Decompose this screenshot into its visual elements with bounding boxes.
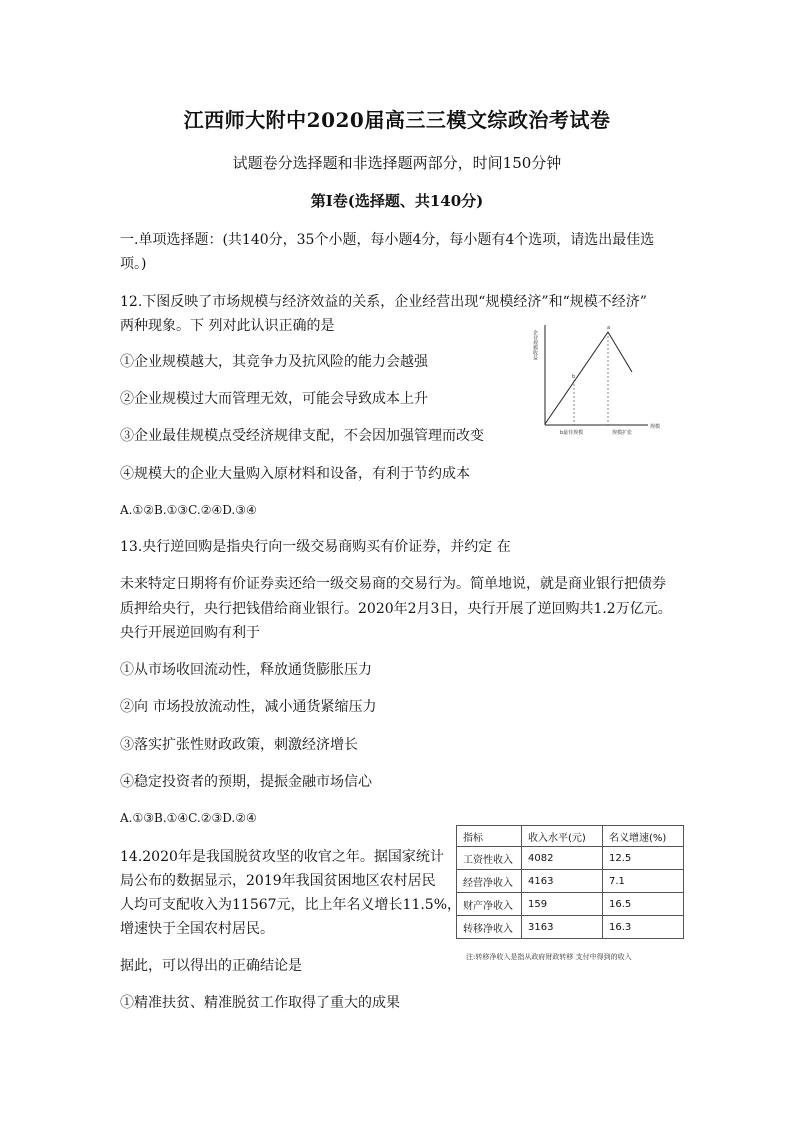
q13-stem-line-3: 质押给央行，央行把钱借给商业银行。2020年2月3日，央行开展了逆回购共1.2万亿元。 — [120, 601, 672, 617]
q14-stem-line-1: 14.2020年是我国脱贫攻坚的收官之年。据国家统计 — [120, 849, 444, 865]
chart-x-tick-1: b最佳规模 — [560, 430, 584, 436]
instructions-line-1: 一.单项选择题：(共140分，35个小题，每小题4分，每小题有4个选项，请选出最佳选 — [120, 232, 655, 248]
table-cell: 转移净收入 — [457, 916, 522, 939]
table-header-cell: 指标 — [457, 826, 522, 847]
table-cell: 工资性收入 — [457, 847, 522, 870]
table-cell: 159 — [522, 893, 603, 916]
q14-stem-line-4: 增速快于全国农村居民。 — [120, 921, 274, 937]
table-row — [457, 893, 684, 916]
q13-options: A.①③B.①④C.②③D.②④ — [120, 811, 257, 825]
table-header-cell: 收入水平(元) — [522, 826, 603, 847]
income-table — [456, 825, 684, 939]
q12-item-4: ④规模大的企业大量购入原材料和设备，有利于节约成本 — [120, 466, 470, 482]
q13-item-2: ②向 市场投放流动性，减小通货紧缩压力 — [120, 699, 377, 715]
chart-curve — [545, 332, 632, 424]
table-cell: 3163 — [522, 916, 603, 939]
chart-y-label: 企业规模收益 — [532, 330, 538, 360]
q12-item-1: ①企业规模越大，其竞争力及抗风险的能力会越强 — [120, 354, 428, 370]
table-header-row — [457, 826, 684, 847]
q12-options: A.①②B.①③C.②④D.③④ — [120, 503, 257, 517]
scale-economy-chart — [530, 320, 670, 440]
table-cell: 4163 — [522, 870, 603, 893]
q13-stem-line-2: 未来特定日期将有价证券卖还给一级交易商的交易行为。简单地说，就是商业银行把债券 — [120, 576, 666, 592]
chart-x-tick-2: 规模扩张 — [612, 430, 633, 436]
table-cell: 12.5 — [603, 847, 684, 870]
table-row — [457, 870, 684, 893]
instructions-line-2: 项。) — [120, 256, 147, 272]
q12-item-2: ②企业规模过大而管理无效，可能会导致成本上升 — [120, 391, 428, 407]
table-note: 注:转移净收入是指从政府财政转移 支付中得到的收入 — [466, 953, 632, 961]
q14-lead: 据此，可以得出的正确结论是 — [120, 958, 302, 974]
table-header-cell: 名义增速(%) — [603, 826, 684, 847]
q13-item-4: ④稳定投资者的预期，提振金融市场信心 — [120, 774, 372, 790]
q12-stem-line-1: 12.下图反映了市场规模与经济效益的关系，企业经营出现“规模经济”和“规模不经济” — [120, 294, 647, 310]
table-cell: 7.1 — [603, 870, 684, 893]
q14-stem-line-2: 局公布的数据显示，2019年我国贫困地区农村居民 — [120, 873, 436, 889]
q14-item-1: ①精准扶贫、精准脱贫工作取得了重大的成果 — [120, 995, 400, 1011]
table-cell: 财产净收入 — [457, 893, 522, 916]
table-row — [457, 847, 684, 870]
q14-stem-line-3: 人均可支配收入为11567元，比上年名义增长11.5%， — [120, 897, 462, 913]
chart-x-label: 规模 — [650, 424, 661, 430]
q13-item-1: ①从市场收回流动性，释放通货膨胀压力 — [120, 662, 372, 678]
chart-point-b-label: b — [572, 374, 576, 380]
table-cell: 4082 — [522, 847, 603, 870]
table-cell: 经营净收入 — [457, 870, 522, 893]
table-row — [457, 916, 684, 939]
q12-stem-line-2: 两种现象。下 列对此认识正确的是 — [120, 318, 335, 334]
page-title: 江西师大附中2020届高三三模文综政治考试卷 — [183, 108, 611, 132]
q13-stem-line-1: 13.央行逆回购是指央行向一级交易商购买有价证券，并约定 在 — [120, 539, 511, 555]
q12-item-3: ③企业最佳规模点受经济规律支配，不会因加强管理而改变 — [120, 428, 484, 444]
exam-subtitle: 试题卷分选择题和非选择题两部分，时间150分钟 — [232, 154, 562, 172]
table-cell: 16.5 — [603, 893, 684, 916]
table-cell: 16.3 — [603, 916, 684, 939]
chart-point-a-label: a — [607, 325, 611, 331]
q13-item-3: ③落实扩张性财政政策，刺激经济增长 — [120, 737, 358, 753]
section-heading: 第Ⅰ卷(选择题、共140分) — [310, 192, 484, 210]
q13-stem-line-4: 央行开展逆回购有利于 — [120, 625, 260, 641]
